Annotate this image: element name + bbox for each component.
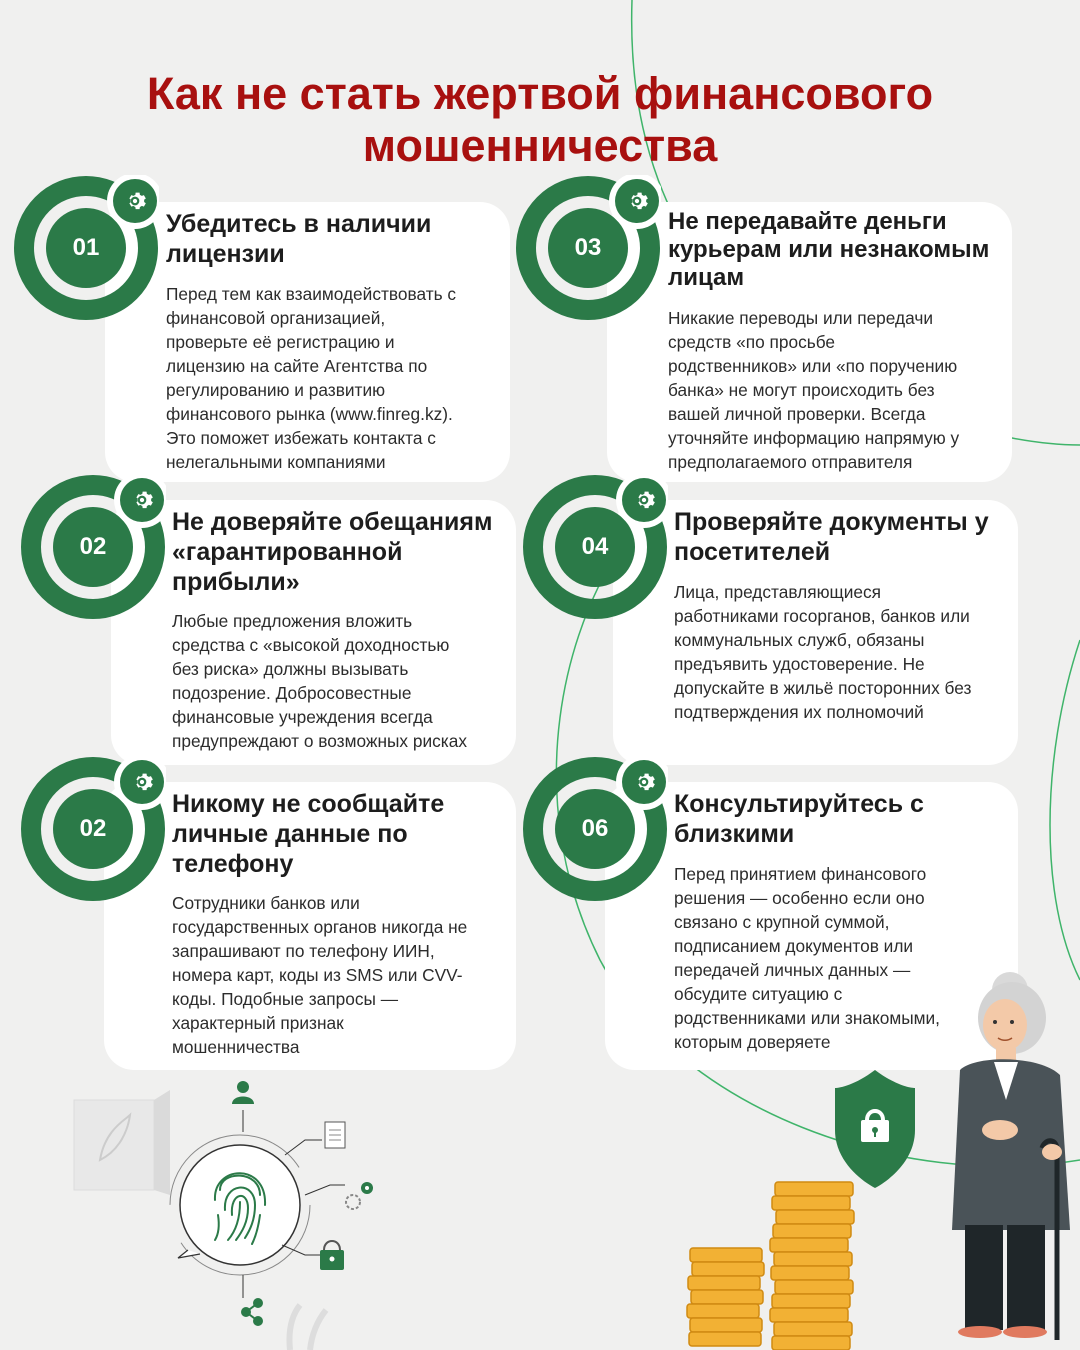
tip-body: Перед тем как взаимодействовать с финансовой организацией, проверьте её регистрацию и лицензию на сайте Агентства по регулированию и развитию финансового рынка (www.finreg.kz). Это поможет избежать контакта с нелегальными компаниями (166, 284, 457, 472)
coin-stacks (687, 1182, 854, 1350)
document-icon (325, 1122, 345, 1148)
tip-badge-06 (522, 756, 668, 902)
tip-body: Любые предложения вложить средства с «высокой доходностью без риска» должны вызывать подозрение. Добросовестные финансовые учреждения всегда предупреждают о возможных рисках (172, 611, 467, 751)
lock-icon (320, 1241, 344, 1270)
tip-heading: Не доверяйте обещаниям «гарантированной прибыли» (172, 508, 493, 596)
gear-icon (129, 487, 155, 513)
gear-icon (631, 769, 657, 795)
tip-badge-05 (20, 756, 166, 902)
tip-body: Никакие переводы или передачи средств «по просьбе родственников» или «по поручению банка» не могут происходить без вашей личной проверки. Всегда уточняйте информацию напрямую у предполагаемого отправителя (668, 308, 960, 472)
shield-lock-icon (835, 1070, 915, 1188)
page-title (0, 68, 1080, 172)
tip-number: 03 (574, 234, 602, 261)
gear-icon (631, 487, 657, 513)
gear-icon (122, 188, 148, 214)
title-line-1: Как не стать жертвой финансового (146, 68, 934, 119)
tip-body: Перед принятием финансового решения — особенно если оно связано с крупной суммой, подписанием документов или передачей личных данных — обсудите ситуацию с родственниками или знакомыми, которым доверяете (674, 864, 940, 1052)
tip-number: 02 (79, 815, 107, 842)
tip-heading: Никому не сообщайте личные данные по телефону (172, 790, 445, 878)
tip-badge-01 (13, 175, 159, 321)
tip-number: 06 (581, 815, 609, 842)
share-icon (242, 1299, 262, 1325)
tip-badge-03 (515, 175, 661, 321)
tip-number: 04 (581, 533, 609, 560)
gear-icon (624, 188, 650, 214)
tip-heading: Консультируйтесь с близкими (674, 790, 924, 848)
tip-heading: Проверяйте документы у посетителей (674, 508, 989, 566)
tip-heading: Не передавайте деньги курьерам или незнакомым лицам (668, 208, 990, 291)
tip-body: Лица, представляющиеся работниками госорганов, банков или коммунальных служб, обязаны предъявить удостоверение. Не допускайте в жильё посторонних без подтверждения их полномочий (674, 582, 972, 722)
user-icon (232, 1081, 254, 1104)
tip-number: 02 (79, 533, 107, 560)
elderly-woman-with-coins-and-shield (660, 970, 1080, 1350)
title-line-2: мошенничества (362, 120, 718, 171)
tip-badge-04 (522, 474, 668, 620)
gears-icon (346, 1182, 373, 1209)
tip-number: 01 (72, 234, 100, 261)
tip-body: Сотрудники банков или государственных органов никогда не запрашивают по телефону ИИН, номера карт, коды из SMS или CVV- коды. Подобные запросы — характерный признак мошенничества (172, 893, 468, 1057)
gear-icon (129, 769, 155, 795)
fingerprint-security-icon (60, 1070, 390, 1350)
tip-heading: Убедитесь в наличии лицензии (166, 210, 432, 268)
elderly-woman (952, 972, 1070, 1340)
tip-badge-02 (20, 474, 166, 620)
